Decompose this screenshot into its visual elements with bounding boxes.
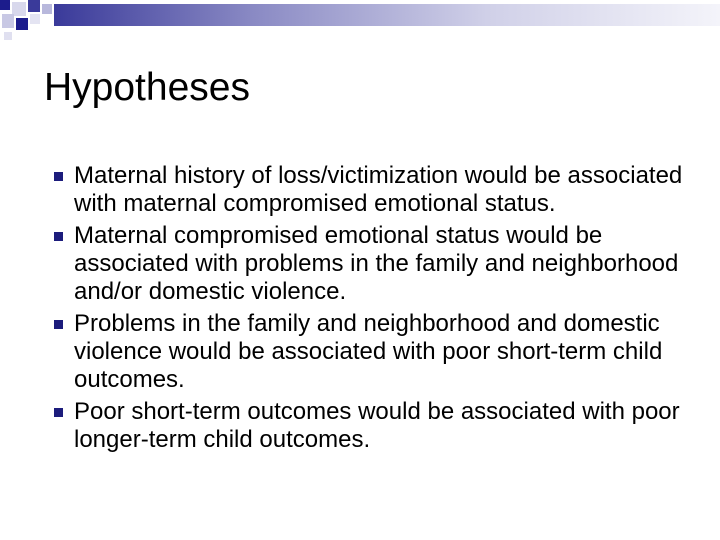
decor-square xyxy=(42,4,52,14)
decor-square xyxy=(12,2,26,16)
bullet-text: Maternal history of loss/victimization would be associated with maternal compromised emotional status. xyxy=(74,162,683,217)
bullet-item xyxy=(44,398,694,454)
slide-title: Hypotheses xyxy=(44,66,250,109)
bullet-text: Problems in the family and neighborhood and domestic violence would be associated with poor short-term child outcomes. xyxy=(74,310,663,393)
decor-square xyxy=(16,18,28,30)
decor-square xyxy=(0,0,10,10)
decor-square xyxy=(2,14,14,28)
square-bullet-icon xyxy=(54,320,63,329)
bullet-item xyxy=(44,222,694,306)
square-bullet-icon xyxy=(54,232,63,241)
bullet-text: Maternal compromised emotional status would be associated with problems in the family and neighborhood and/or domestic violence. xyxy=(74,222,679,305)
bullet-list xyxy=(44,162,694,458)
bullet-item xyxy=(44,162,694,218)
square-bullet-icon xyxy=(54,408,63,417)
decor-square xyxy=(4,32,12,40)
bullet-item xyxy=(44,310,694,394)
top-gradient-bar xyxy=(54,4,720,26)
decor-square xyxy=(28,0,40,12)
decor-square xyxy=(30,14,40,24)
bullet-text: Poor short-term outcomes would be associated with poor longer-term child outcomes. xyxy=(74,398,680,453)
square-bullet-icon xyxy=(54,172,63,181)
